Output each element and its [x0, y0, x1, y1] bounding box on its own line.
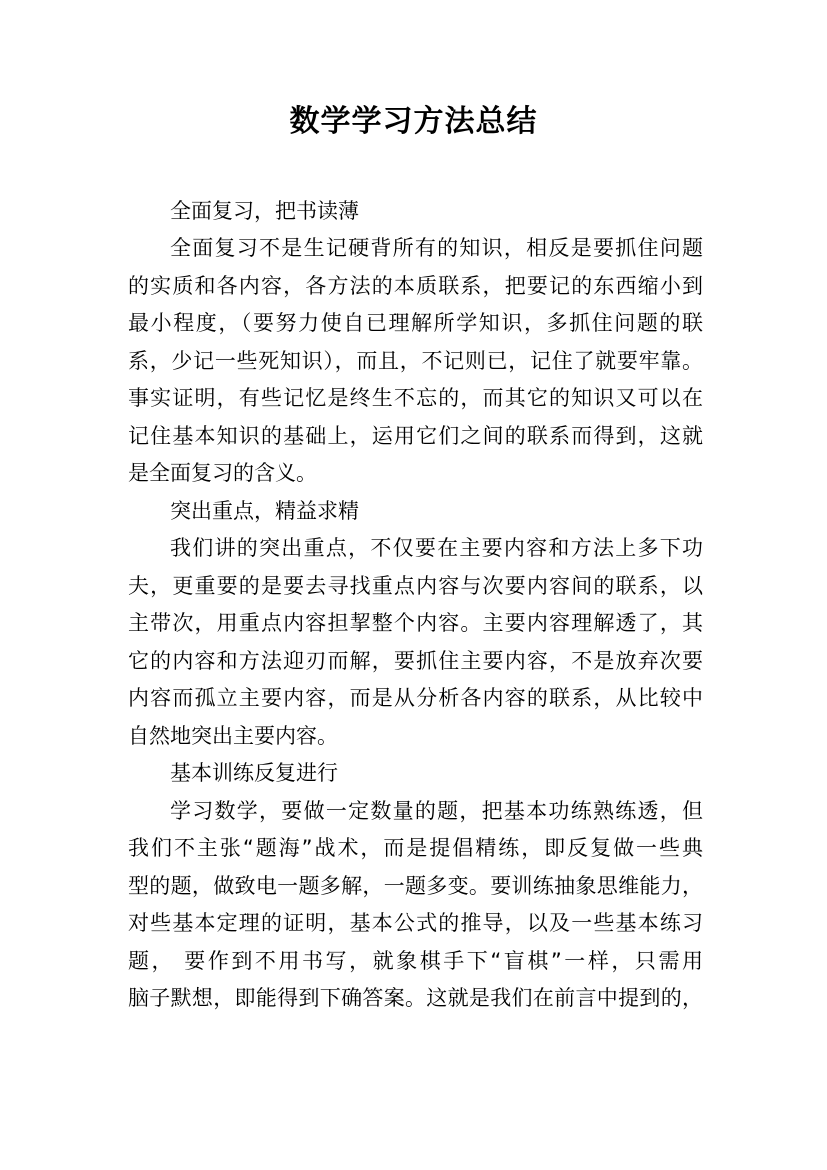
paragraph-line: 自然地突出主要内容。 [128, 724, 338, 748]
paragraph-line: 最小程度，（要努力使自已理解所学知识，多抓住问题的联 [128, 311, 703, 335]
paragraph-line: 内容而孤立主要内容，而是从分析各内容的联系，从比较中 [128, 686, 703, 710]
paragraph-line: 我们讲的突出重点，不仅要在主要内容和方法上多下功 [170, 536, 703, 560]
section-heading-3: 基本训练反复进行 [170, 761, 338, 785]
paragraph-line: 记住基本知识的基础上，运用它们之间的联系而得到，这就 [128, 424, 703, 448]
section-heading-2: 突出重点，精益求精 [170, 499, 359, 523]
paragraph-line: 它的内容和方法迎刃而解，要抓住主要内容，不是放弃次要 [128, 649, 703, 673]
paragraph-line: 主带次，用重点内容担挈整个内容。主要内容理解透了，其 [128, 611, 703, 635]
section-heading-1: 全面复习，把书读薄 [170, 199, 359, 223]
paragraph-line: 的实质和各内容，各方法的本质联系，把要记的东西缩小到 [128, 274, 703, 298]
paragraph-line: 型的题，做致电一题多解，一题多变。要训练抽象思维能力， [128, 874, 703, 898]
paragraph-line: 题， 要作到不用书写，就象棋手下“盲棋”一样，只需用 [128, 949, 703, 973]
paragraph-line: 脑子默想，即能得到下确答案。这就是我们在前言中提到的， [128, 986, 703, 1010]
paragraph-line: 我们不主张“题海”战术，而是提倡精练，即反复做一些典 [128, 836, 703, 860]
paragraph-line: 对些基本定理的证明，基本公式的推导，以及一些基本练习 [128, 911, 703, 935]
paragraph-line: 全面复习不是生记硬背所有的知识，相反是要抓住问题 [170, 236, 703, 260]
paragraph-line: 学习数学，要做一定数量的题，把基本功练熟练透，但 [170, 799, 703, 823]
document-title: 数学学习方法总结 [289, 104, 538, 139]
paragraph-line: 是全面复习的含义。 [128, 461, 317, 485]
paragraph-line: 事实证明，有些记忆是终生不忘的，而其它的知识又可以在 [128, 386, 703, 410]
paragraph-line: 系，少记一些死知识），而且，不记则已，记住了就要牢靠。 [128, 349, 703, 373]
paragraph-line: 夫，更重要的是要去寻找重点内容与次要内容间的联系，以 [128, 574, 703, 598]
